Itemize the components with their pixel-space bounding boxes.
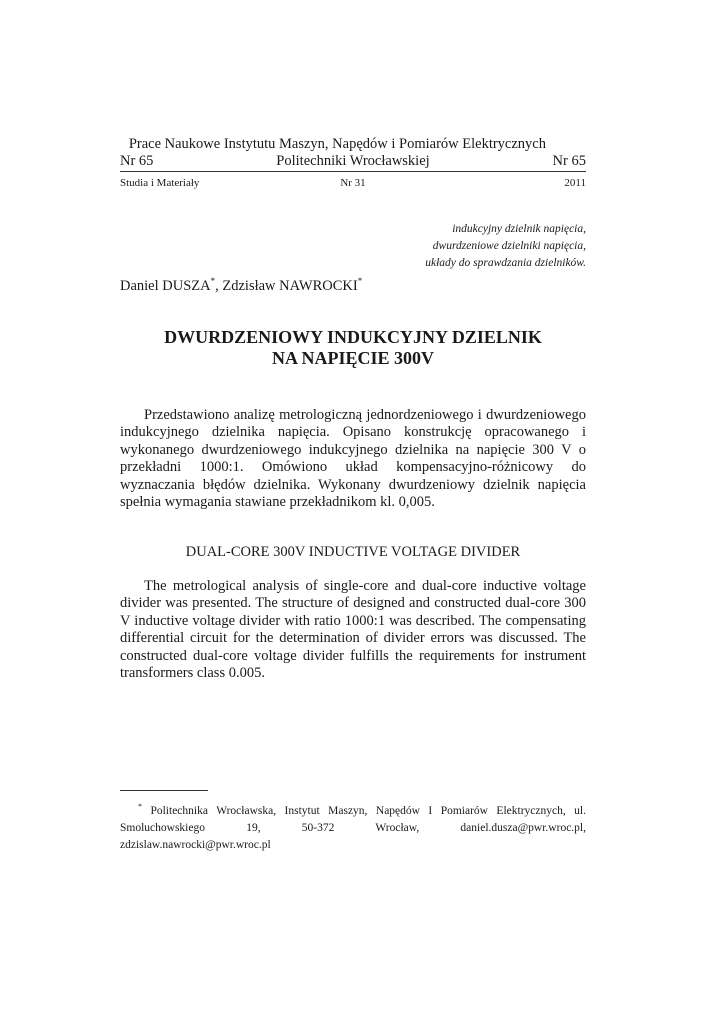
author-name: Zdzisław NAWROCKI <box>222 277 358 294</box>
author-separator: , <box>215 277 223 294</box>
paper-title <box>120 327 586 369</box>
header-divider <box>120 171 586 172</box>
series-number: Nr 31 <box>340 177 366 189</box>
footnote-divider <box>120 790 208 791</box>
journal-header-row <box>120 153 586 170</box>
series-row <box>120 177 586 189</box>
abstract-english: The metrological analysis of single-core and dual-core inductive voltage divider was presented. The structure of designed and constructed dual-core 300 V inductive voltage divider with ratio 1000:1 was described. The compensating differential circuit for the determination of divider errors was discussed. The constructed dual-core voltage divider fulfills the requirements for instrument transformers class 0.005. <box>120 578 586 682</box>
series-name: Studia i Materiały <box>120 177 200 189</box>
keyword-line: dwurdzeniowe dzielniki napięcia, <box>432 240 586 252</box>
keyword-line: układy do sprawdzania dzielników. <box>425 257 586 269</box>
title-line: NA NAPIĘCIE 300V <box>271 348 435 368</box>
english-title: DUAL-CORE 300V INDUCTIVE VOLTAGE DIVIDER <box>185 544 521 560</box>
author-name: Daniel DUSZA <box>120 277 211 294</box>
footnote <box>120 798 586 854</box>
footnote-text: Politechnika Wrocławska, Instytut Maszyn, Napędów I Pomiarów Elektrycznych, ul. Smoluchowskiego 19, 50-372 Wrocław, daniel.dusza@pwr.wroc.pl, zdzislaw.nawrocki@pwr.wroc.pl <box>120 804 586 851</box>
title-line: DWURDZENIOWY INDUKCYJNY DZIELNIK <box>164 327 542 347</box>
affiliation-mark: * <box>210 276 216 286</box>
keyword-line: indukcyjny dzielnik napięcia, <box>452 223 586 235</box>
issue-number-right: Nr 65 <box>552 153 586 169</box>
issue-number-left: Nr 65 <box>120 153 154 169</box>
footnote-mark: * <box>138 802 142 811</box>
affiliation-mark: * <box>357 276 363 286</box>
keywords-block <box>286 221 586 272</box>
university-name: Politechniki Wrocławskiej <box>276 153 430 169</box>
journal-title-line <box>120 136 586 153</box>
institute-name: Prace Naukowe Instytutu Maszyn, Napędów i Pomiarów Elektrycznych <box>128 136 546 152</box>
publication-year: 2011 <box>564 177 586 189</box>
author-list <box>120 276 362 295</box>
abstract-polish: Przedstawiono analizę metrologiczną jednordzeniowego i dwurdzeniowego indukcyjnego dzielnika napięcia. Opisano konstrukcję opracowanego i wykonanego dwurdzeniowego indukcyjnego dzielnika na napięcie 300 V o przekładni 1000:1. Omówiono układ kompensacyjno-różnicowy do wyznaczania błędów dzielnika. Wykonany dwurdzeniowy dzielnik napięcia spełnia wymagania stawiane przekładnikom kl. 0,005. <box>120 407 586 511</box>
